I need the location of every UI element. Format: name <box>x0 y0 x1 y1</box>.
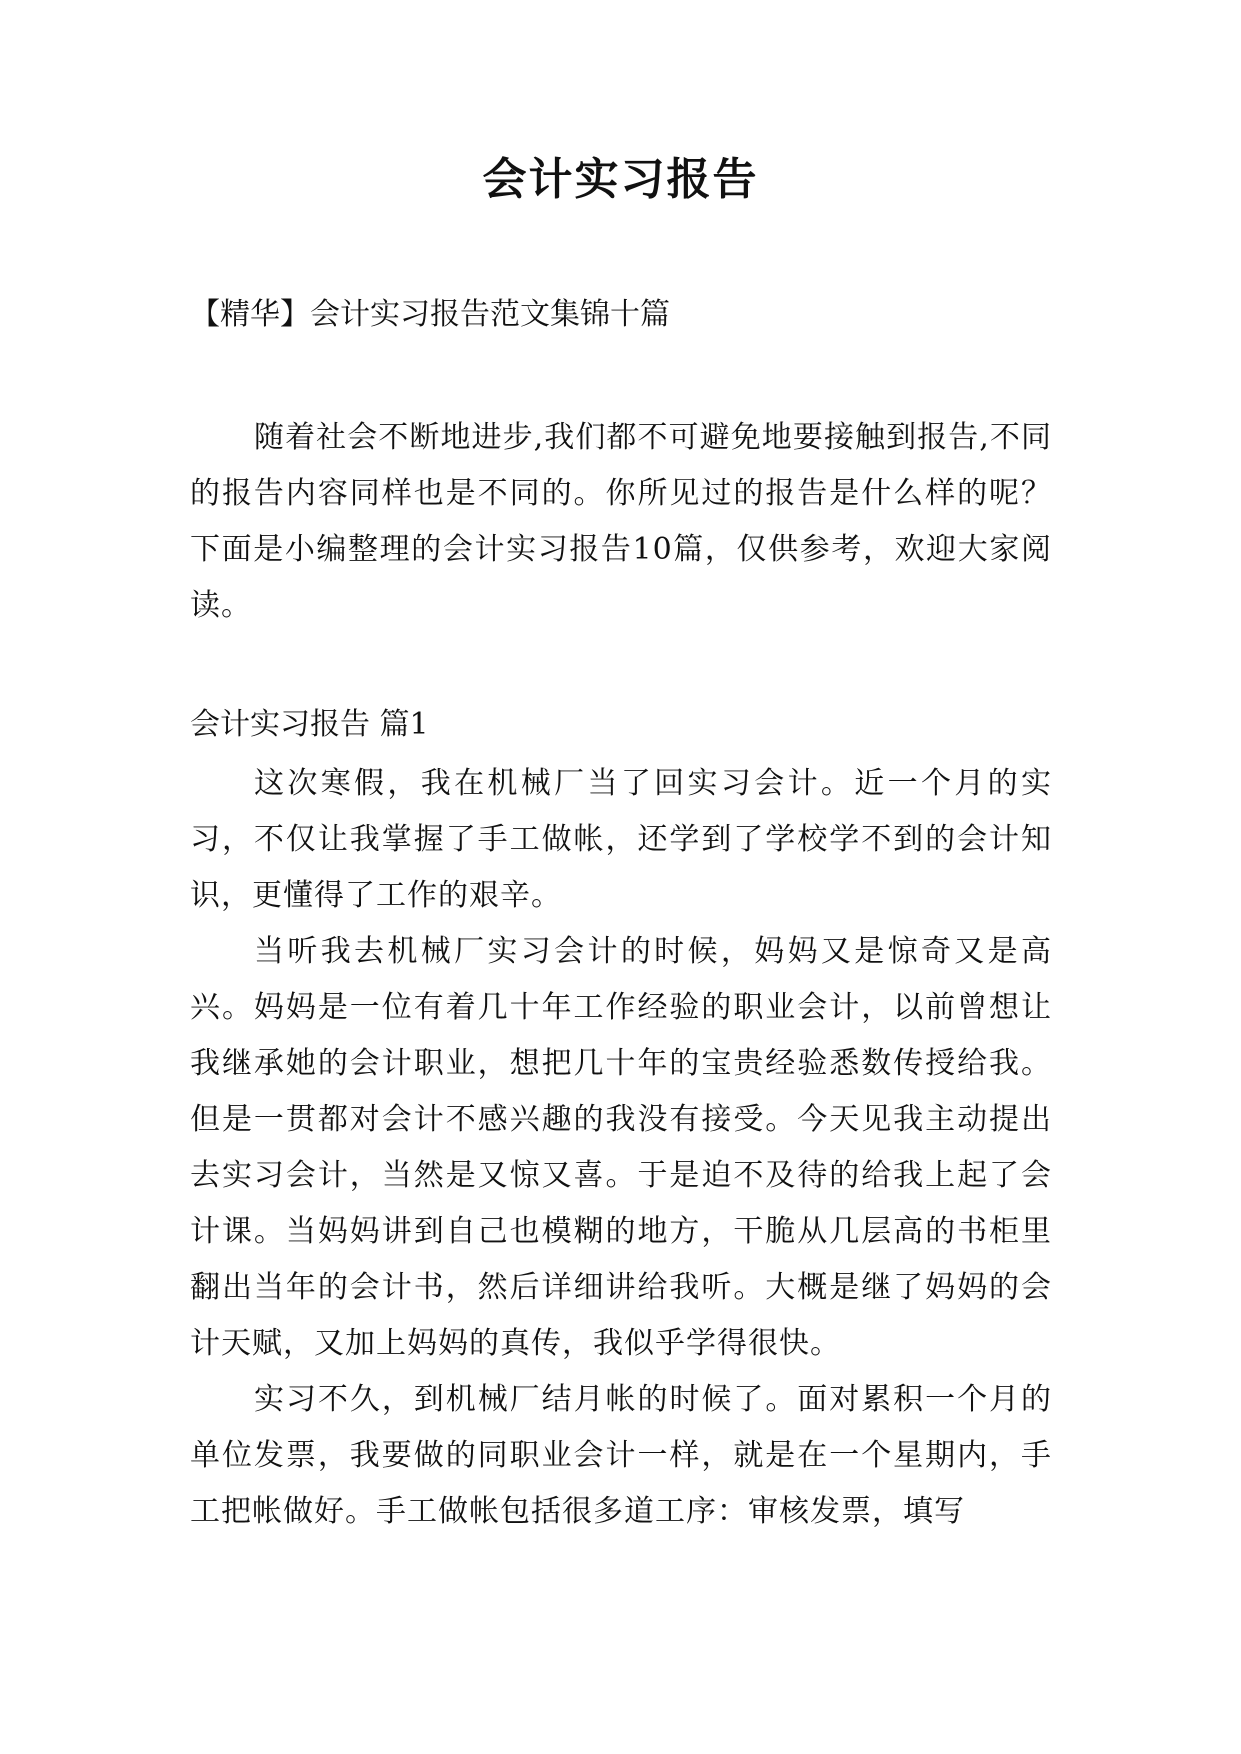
body-paragraph-2: 当听我去机械厂实习会计的时候，妈妈又是惊奇又是高兴。妈妈是一位有着几十年工作经验的职业会计，以前曾想让我继承她的会计职业，想把几十年的宝贵经验悉数传授给我。但是一贯都对会计不感兴趣的我没有接受。今天见我主动提出去实习会计，当然是又惊又喜。于是迫不及待的给我上起了会计课。当妈妈讲到自己也模糊的地方，干脆从几层高的书柜里翻出当年的会计书，然后详细讲给我听。大概是继了妈妈的会计天赋，又加上妈妈的真传，我似乎学得很快。 <box>190 934 1052 1361</box>
body-paragraph-3: 实习不久，到机械厂结月帐的时候了。面对累积一个月的单位发票，我要做的同职业会计一样，就是在一个星期内，手工把帐做好。手工做帐包括很多道工序：审核发票，填写 <box>190 1382 1052 1529</box>
body-paragraph-1: 这次寒假，我在机械厂当了回实习会计。近一个月的实习，不仅让我掌握了手工做帐，还学到了学校学不到的会计知识，更懂得了工作的艰辛。 <box>190 766 1052 913</box>
intro-paragraph: 随着社会不断地进步,我们都不可避免地要接触到报告,不同的报告内容同样也是不同的。你所见过的报告是什么样的呢？下面是小编整理的会计实习报告10篇，仅供参考，欢迎大家阅读。 <box>190 420 1052 623</box>
document-subtitle: 【精华】会计实习报告范文集锦十篇 <box>190 297 670 332</box>
document-title: 会计实习报告 <box>482 154 759 205</box>
section-heading: 会计实习报告 篇1 <box>190 707 429 742</box>
